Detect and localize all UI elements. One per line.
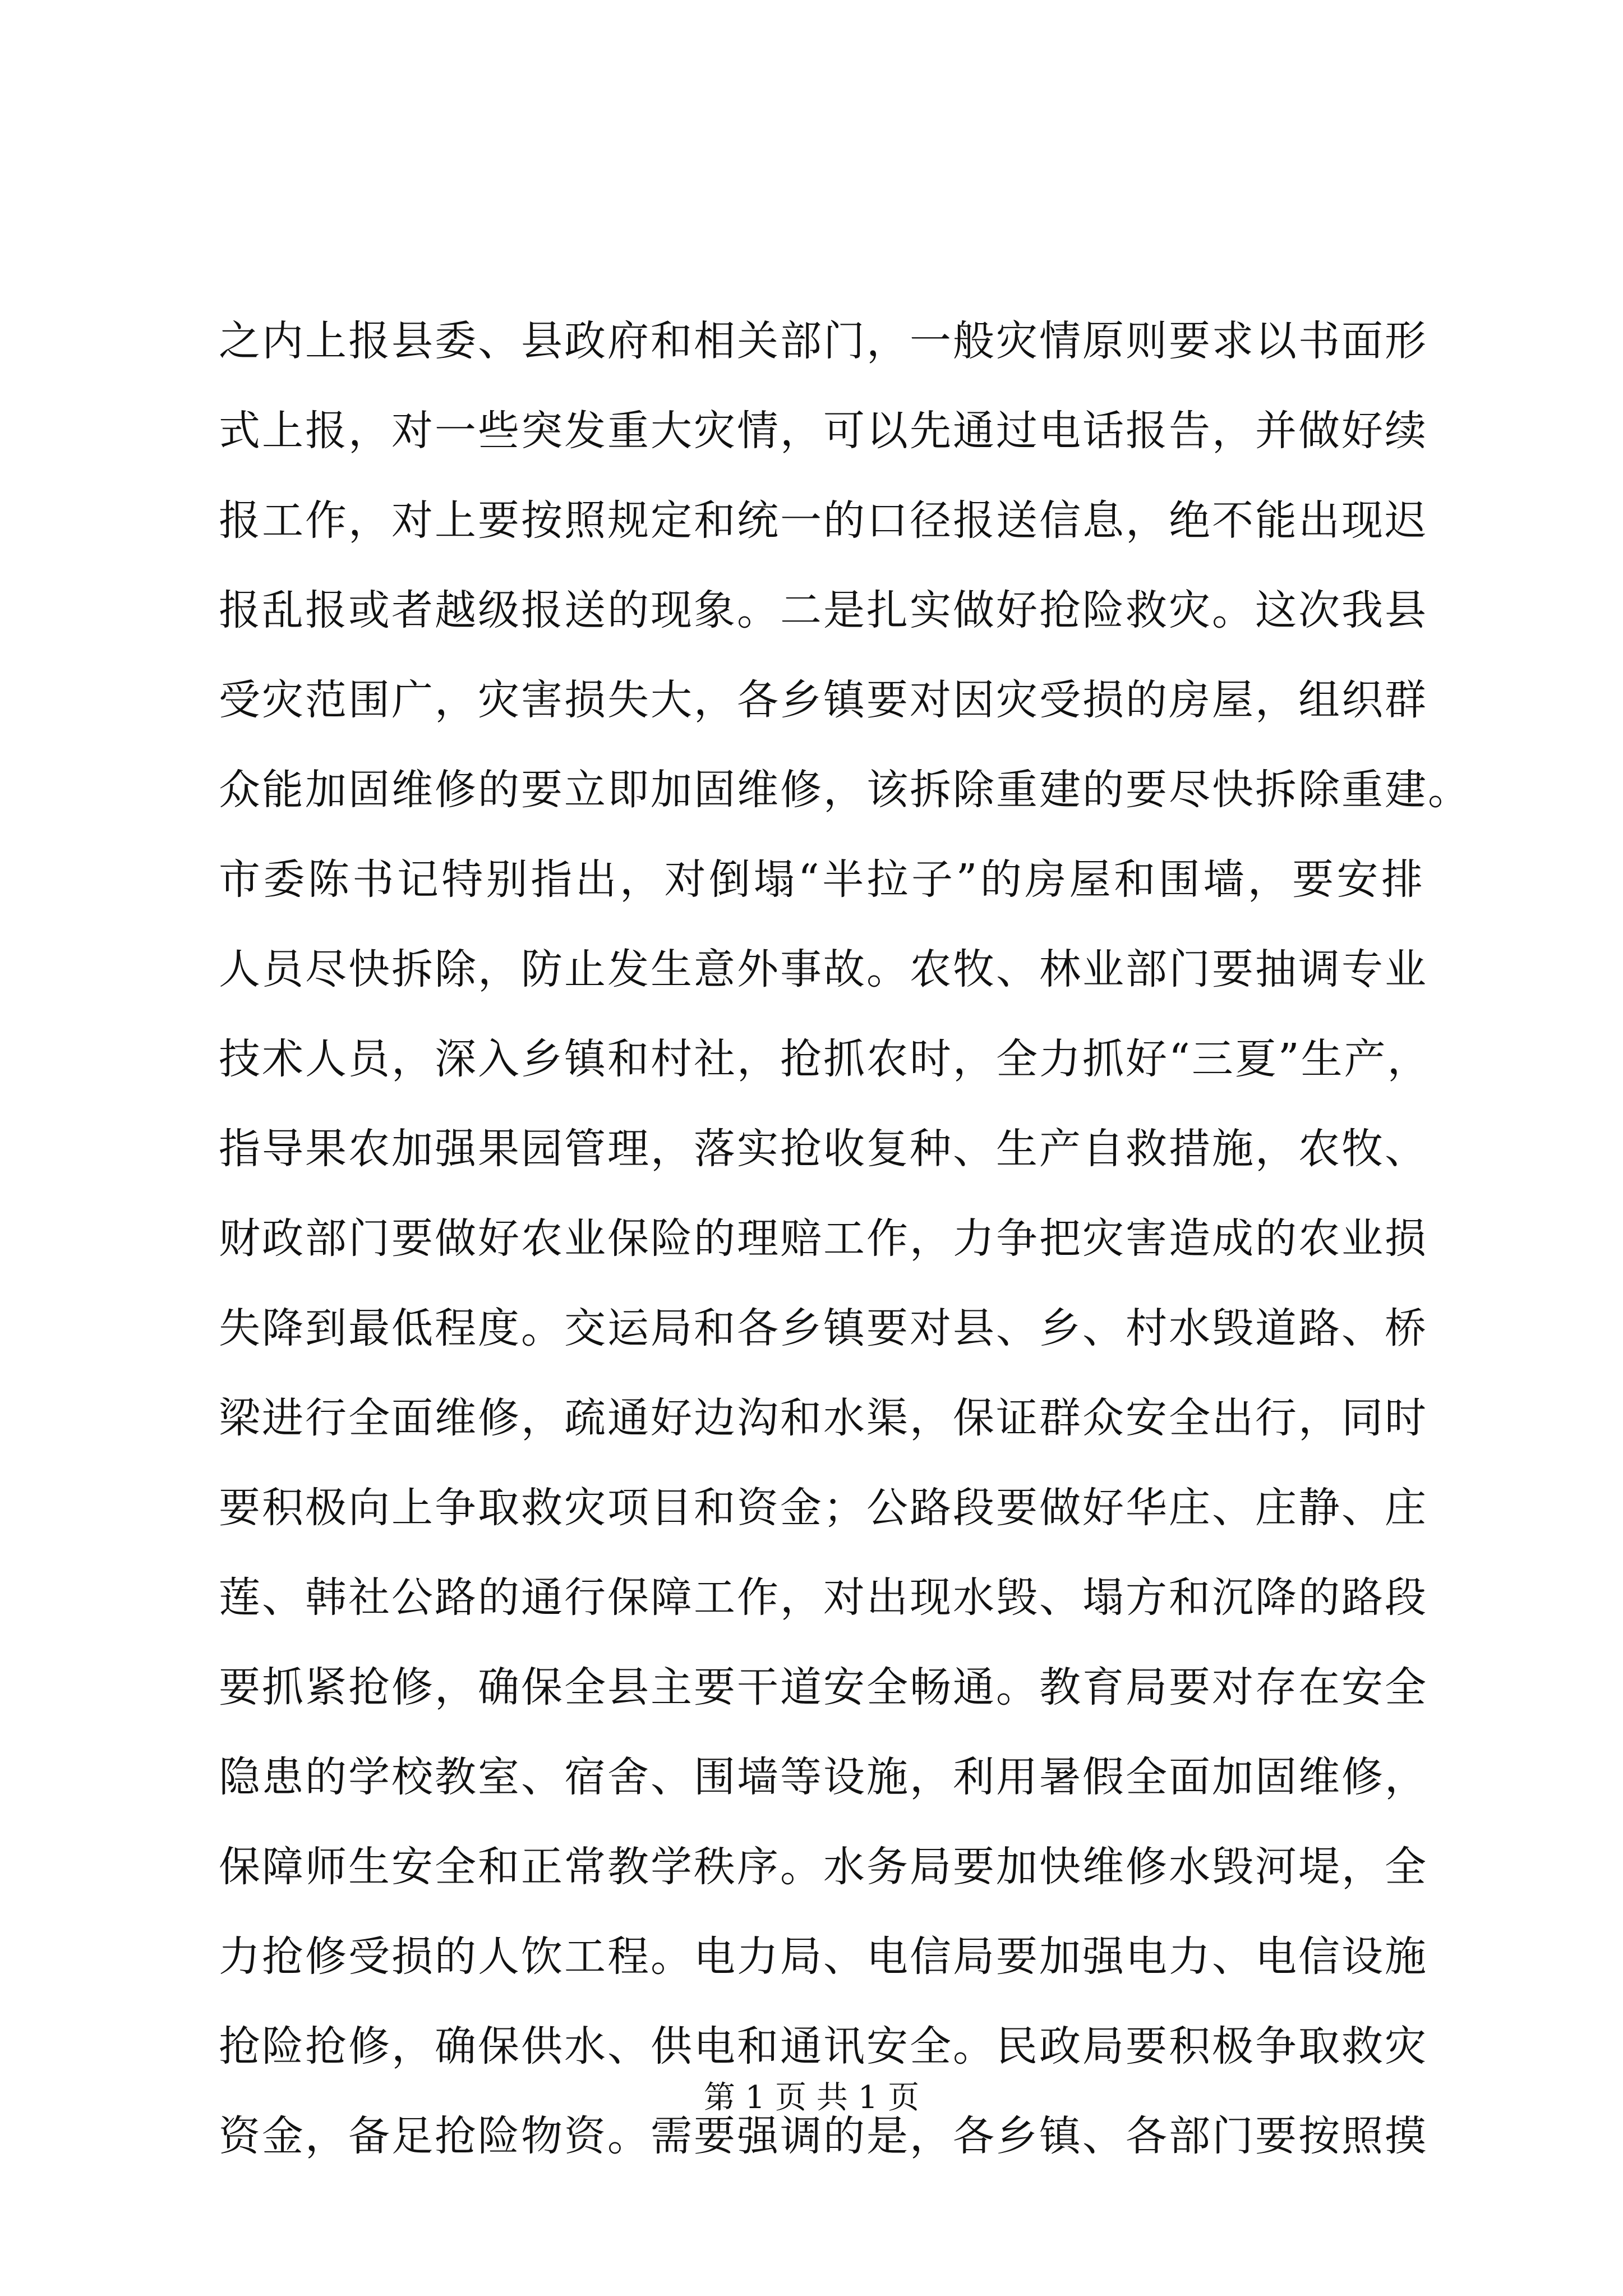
text-line: 式上报，对一些突发重大灾情，可以先通过电话报告，并做好续 [219,407,1428,455]
text-line: 抢险抢修，确保供水、供电和通讯安全。民政局要积极争取救灾 [219,2022,1428,2070]
page-footer [0,2076,1623,2120]
text-line: 力抢修受损的人饮工程。电力局、电信局要加强电力、电信设施 [219,1932,1428,1981]
page-number-label: 第 1 页 共 1 页 [703,2079,920,2116]
text-line: 要抓紧抢修，确保全县主要干道安全畅通。教育局要对存在安全 [219,1663,1428,1711]
text-line: 技术人员，深入乡镇和村社，抢抓农时，全力抓好“三夏”生产， [219,1035,1431,1083]
text-line: 人员尽快拆除，防止发生意外事故。农牧、林业部门要抽调专业 [219,945,1428,993]
text-line: 莲、韩社公路的通行保障工作，对出现水毁、塌方和沉降的路段 [219,1573,1428,1622]
text-line: 保障师生安全和正常教学秩序。水务局要加快维修水毁河堤，全 [219,1843,1428,1891]
text-line: 隐患的学校教室、宿舍、围墙等设施，利用暑假全面加固维修， [219,1753,1428,1801]
text-line: 众能加固维修的要立即加固维修，该拆除重建的要尽快拆除重建。 [219,766,1471,814]
text-line: 市委陈书记特别指出，对倒塌“半拉子”的房屋和围墙，要安排 [219,855,1424,904]
body-paragraph [219,296,1471,2181]
text-line: 财政部门要做好农业保险的理赔工作，力争把灾害造成的农业损 [219,1214,1428,1263]
text-line: 报工作，对上要按照规定和统一的口径报送信息，绝不能出现迟 [219,496,1428,545]
text-line: 之内上报县委、县政府和相关部门，一般灾情原则要求以书面形 [219,317,1428,365]
text-line: 失降到最低程度。交运局和各乡镇要对县、乡、村水毁道路、桥 [219,1304,1428,1352]
text-line: 要积极向上争取救灾项目和资金；公路段要做好华庄、庄静、庄 [219,1484,1428,1532]
text-line: 报乱报或者越级报送的现象。二是扎实做好抢险救灾。这次我县 [219,586,1428,634]
text-line: 梁进行全面维修，疏通好边沟和水渠，保证群众安全出行，同时 [219,1394,1428,1442]
text-line: 资金，备足抢险物资。需要强调的是，各乡镇、各部门要按照摸 [219,2112,1428,2160]
text-line: 受灾范围广，灾害损失大，各乡镇要对因灾受损的房屋，组织群 [219,676,1428,724]
text-line: 指导果农加强果园管理，落实抢收复种、生产自救措施，农牧、 [219,1125,1428,1173]
